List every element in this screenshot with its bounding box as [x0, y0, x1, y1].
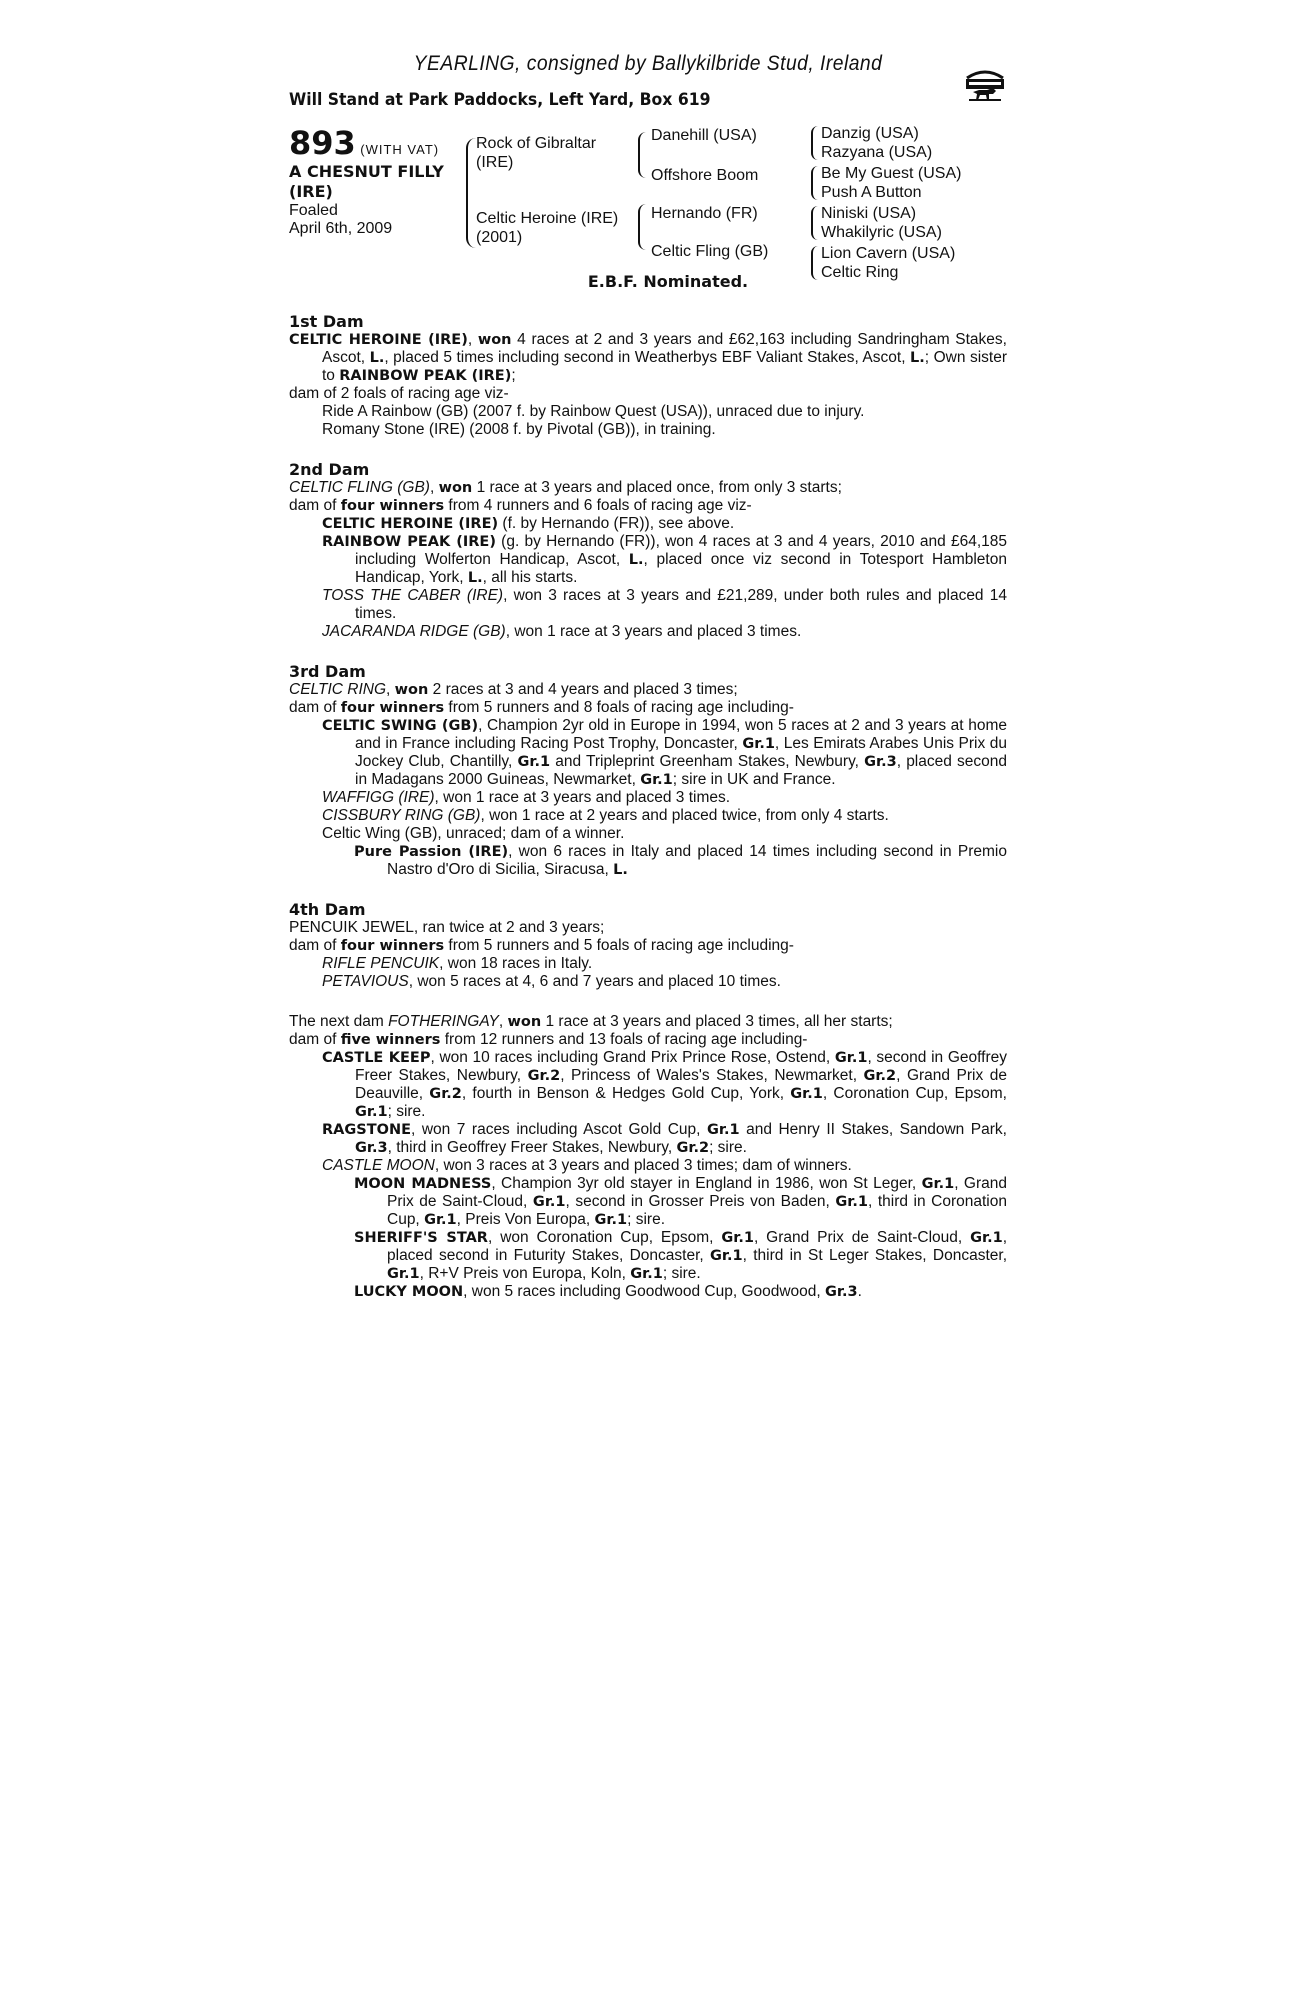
produce-intro: dam of four winners from 5 runners and 5 foals of racing age including- — [289, 937, 794, 954]
stand-location: Will Stand at Park Paddocks, Left Yard, Box 619 — [289, 90, 711, 110]
produce-item: TOSS THE CABER (IRE), won 3 races at 3 years and £21,289, under both rules and placed 14 times. — [322, 587, 1007, 622]
produce-item: CASTLE KEEP, won 10 races including Grand Prix Prince Rose, Ostend, Gr.1, second in Geoffrey Freer Stakes, Newbury, Gr.2, Princess of Wales's Stakes, Newmarket, Gr.2, Grand Prix de Deauville, Gr.2, fourth in Benson & Hedges Gold Cup, York, Gr.1, Coronation Cup, Epsom, Gr.1; sire. — [322, 1049, 1008, 1120]
foaled-date: April 6th, 2009 — [289, 220, 393, 237]
produce-item: CASTLE MOON, won 3 races at 3 years and placed 3 times; dam of winners. — [322, 1157, 852, 1174]
ancestor-2: Razyana (USA) — [821, 144, 933, 161]
produce-item: LUCKY MOON, won 5 races including Goodwood Cup, Goodwood, Gr.3. — [354, 1283, 862, 1300]
horse-name: JACARANDA RIDGE (GB) — [322, 623, 506, 640]
produce-item: SHERIFF'S STAR, won Coronation Cup, Epsom, Gr.1, Grand Prix de Saint-Cloud, Gr.1, placed second in Futurity Stakes, Doncaster, Gr.1, third in St Leger Stakes, Doncaster, Gr.1, R+V Preis von Europa, Koln, Gr.1; sire. — [354, 1229, 1007, 1282]
produce-intro: dam of 2 foals of racing age viz- — [289, 385, 509, 402]
pedigree-brace — [638, 204, 646, 250]
stud-logo-icon — [963, 66, 1007, 104]
produce-item: Pure Passion (IRE), won 6 races in Italy and placed 14 times including second in Premio Nastro d'Oro di Sicilia, Siracusa, L. — [354, 843, 1007, 878]
produce-item: CISSBURY RING (GB), won 1 race at 2 years and placed twice, from only 4 starts. — [322, 807, 889, 824]
produce-intro: dam of five winners from 12 runners and 13 foals of racing age including- — [289, 1031, 808, 1048]
lot-title-origin: (IRE) — [289, 182, 333, 201]
produce-item: RAGSTONE, won 7 races including Ascot Gold Cup, Gr.1 and Henry II Stakes, Sandown Park, Gr.3, third in Geoffrey Freer Stakes, Newbury, Gr.2; sire. — [322, 1121, 1007, 1156]
dam-record: PENCUIK JEWEL, ran twice at 2 and 3 years; — [289, 919, 605, 936]
produce-item: Romany Stone (IRE) (2008 f. by Pivotal (GB)), in training. — [322, 421, 716, 438]
vat-note: (WITH VAT) — [360, 142, 440, 157]
won-label: won — [477, 332, 512, 348]
horse-name: Pure Passion (IRE) — [354, 844, 509, 860]
grandsire-2: Hernando (FR) — [651, 205, 758, 222]
dam-name: Celtic Heroine (IRE) — [476, 210, 619, 227]
produce-intro: dam of four winners from 4 runners and 6 foals of racing age viz- — [289, 497, 752, 514]
catalogue-page — [289, 52, 1007, 1301]
section-title: 3rd Dam — [289, 662, 366, 681]
horse-name: TOSS THE CABER (IRE) — [322, 587, 504, 604]
horse-name: PETAVIOUS — [322, 973, 409, 990]
lot-info — [289, 124, 444, 238]
horse-name: RAGSTONE — [322, 1122, 411, 1138]
horse-name: WAFFIGG (IRE) — [322, 789, 435, 806]
produce-item: MOON MADNESS, Champion 3yr old stayer in England in 1986, won St Leger, Gr.1, Grand Prix de Saint-Cloud, Gr.1, second in Grosser Preis von Baden, Gr.1, third in Coronation Cup, Gr.1, Preis Von Europa, Gr.1; sire. — [354, 1175, 1007, 1228]
horse-name: LUCKY MOON — [354, 1284, 464, 1300]
produce-item: CELTIC HEROINE (IRE) (f. by Hernando (FR)), see above. — [322, 515, 735, 532]
section-title: 4th Dam — [289, 900, 366, 919]
first-dam-section — [289, 313, 1007, 439]
dam-record: CELTIC RING, won 2 races at 3 and 4 years and placed 3 times; — [289, 681, 738, 698]
horse-name: RIFLE PENCUIK — [322, 955, 440, 972]
next-dam-section — [289, 1013, 1007, 1301]
produce-item: CELTIC SWING (GB), Champion 2yr old in Europe in 1994, won 5 races at 2 and 3 years at home and in France including Racing Post Trophy, Doncaster, Gr.1, Les Emirats Arabes Unis Prix du Jockey Club, Chantilly, Gr.1 and Tripleprint Greenham Stakes, Newbury, Gr.3, placed second in Madagans 2000 Guineas, Newmarket, Gr.1; sire in UK and France. — [322, 717, 1007, 788]
dam-record: The next dam FOTHERINGAY, won 1 race at 3 years and placed 3 times, all her starts; — [289, 1013, 893, 1030]
ancestor-7: Lion Cavern (USA) — [821, 245, 956, 262]
pedigree-brace — [811, 166, 818, 200]
horse-name: RAINBOW PEAK (IRE) — [322, 534, 496, 550]
page-header: YEARLING, consigned by Ballykilbride Stud, Ireland — [413, 52, 883, 75]
sire-name: Rock of Gibraltar — [476, 135, 597, 152]
horse-name: RAINBOW PEAK (IRE) — [339, 368, 512, 384]
horse-name: CELTIC HEROINE (IRE) — [322, 516, 499, 532]
pedigree-chart — [289, 124, 1007, 281]
lot-title: A CHESNUT FILLY — [289, 162, 444, 181]
pedigree-brace — [811, 206, 818, 240]
dam-record: CELTIC FLING (GB), won 1 race at 3 years and placed once, from only 3 starts; — [289, 479, 842, 496]
produce-item: RAINBOW PEAK (IRE) (g. by Hernando (FR)), won 4 races at 3 and 4 years, 2010 and £64,185 including Wolferton Handicap, Ascot, L., placed once viz second in Totesport Hambleton Handicap, York, L., all his starts. — [322, 533, 1007, 586]
produce-item: WAFFIGG (IRE), won 1 race at 3 years and placed 3 times. — [322, 789, 731, 806]
horse-name: SHERIFF'S STAR — [354, 1230, 488, 1246]
granddam-2: Celtic Fling (GB) — [651, 243, 769, 260]
section-title: 1st Dam — [289, 312, 364, 331]
horse-name: CELTIC FLING (GB) — [289, 479, 430, 496]
ebf-nominated: E.B.F. Nominated. — [587, 272, 749, 291]
third-dam-section — [289, 663, 1007, 879]
sire-origin: (IRE) — [476, 154, 514, 171]
ancestor-6: Whakilyric (USA) — [821, 224, 942, 241]
lot-number: 893 — [289, 124, 356, 162]
ancestor-4: Push A Button — [821, 184, 922, 201]
dam-record: CELTIC HEROINE (IRE), won 4 races at 2 and 3 years and £62,163 including Sandringham Stakes, Ascot, L., placed 5 times including second in Weatherbys EBF Valiant Stakes, Ascot, L.; Own sister to RAINBOW PEAK (IRE); — [289, 331, 1007, 384]
section-title: 2nd Dam — [289, 460, 370, 479]
produce-item: Ride A Rainbow (GB) (2007 f. by Rainbow Quest (USA)), unraced due to injury. — [322, 403, 865, 420]
ancestor-8: Celtic Ring — [821, 264, 899, 281]
horse-name: FOTHERINGAY — [388, 1013, 499, 1030]
ancestor-1: Danzig (USA) — [821, 125, 919, 142]
granddam-1: Offshore Boom — [651, 167, 759, 184]
grandsire-1: Danehill (USA) — [651, 127, 757, 144]
pedigree-brace — [638, 132, 646, 178]
ancestor-3: Be My Guest (USA) — [821, 165, 962, 182]
horse-name: CELTIC HEROINE (IRE) — [289, 332, 468, 348]
fourth-dam-section — [289, 901, 1007, 991]
horse-name: CELTIC SWING (GB) — [322, 718, 479, 734]
pedigree-brace — [811, 246, 818, 280]
second-dam-section — [289, 461, 1007, 641]
dam-year: (2001) — [476, 229, 523, 246]
produce-item: PETAVIOUS, won 5 races at 4, 6 and 7 years and placed 10 times. — [322, 973, 781, 990]
horse-name: MOON MADNESS — [354, 1176, 492, 1192]
horse-name: CISSBURY RING (GB) — [322, 807, 481, 824]
pedigree-brace — [811, 126, 818, 160]
produce-item: RIFLE PENCUIK, won 18 races in Italy. — [322, 955, 593, 972]
pedigree-brace — [466, 138, 476, 248]
foaled-label: Foaled — [289, 202, 338, 219]
ancestor-5: Niniski (USA) — [821, 205, 917, 222]
produce-item: Celtic Wing (GB), unraced; dam of a winner. — [322, 825, 625, 842]
horse-name: CELTIC RING — [289, 681, 387, 698]
produce-intro: dam of four winners from 5 runners and 8 foals of racing age including- — [289, 699, 794, 716]
produce-item: JACARANDA RIDGE (GB), won 1 race at 3 years and placed 3 times. — [322, 623, 802, 640]
horse-name: CASTLE MOON — [322, 1157, 435, 1174]
horse-name: CASTLE KEEP — [322, 1050, 431, 1066]
